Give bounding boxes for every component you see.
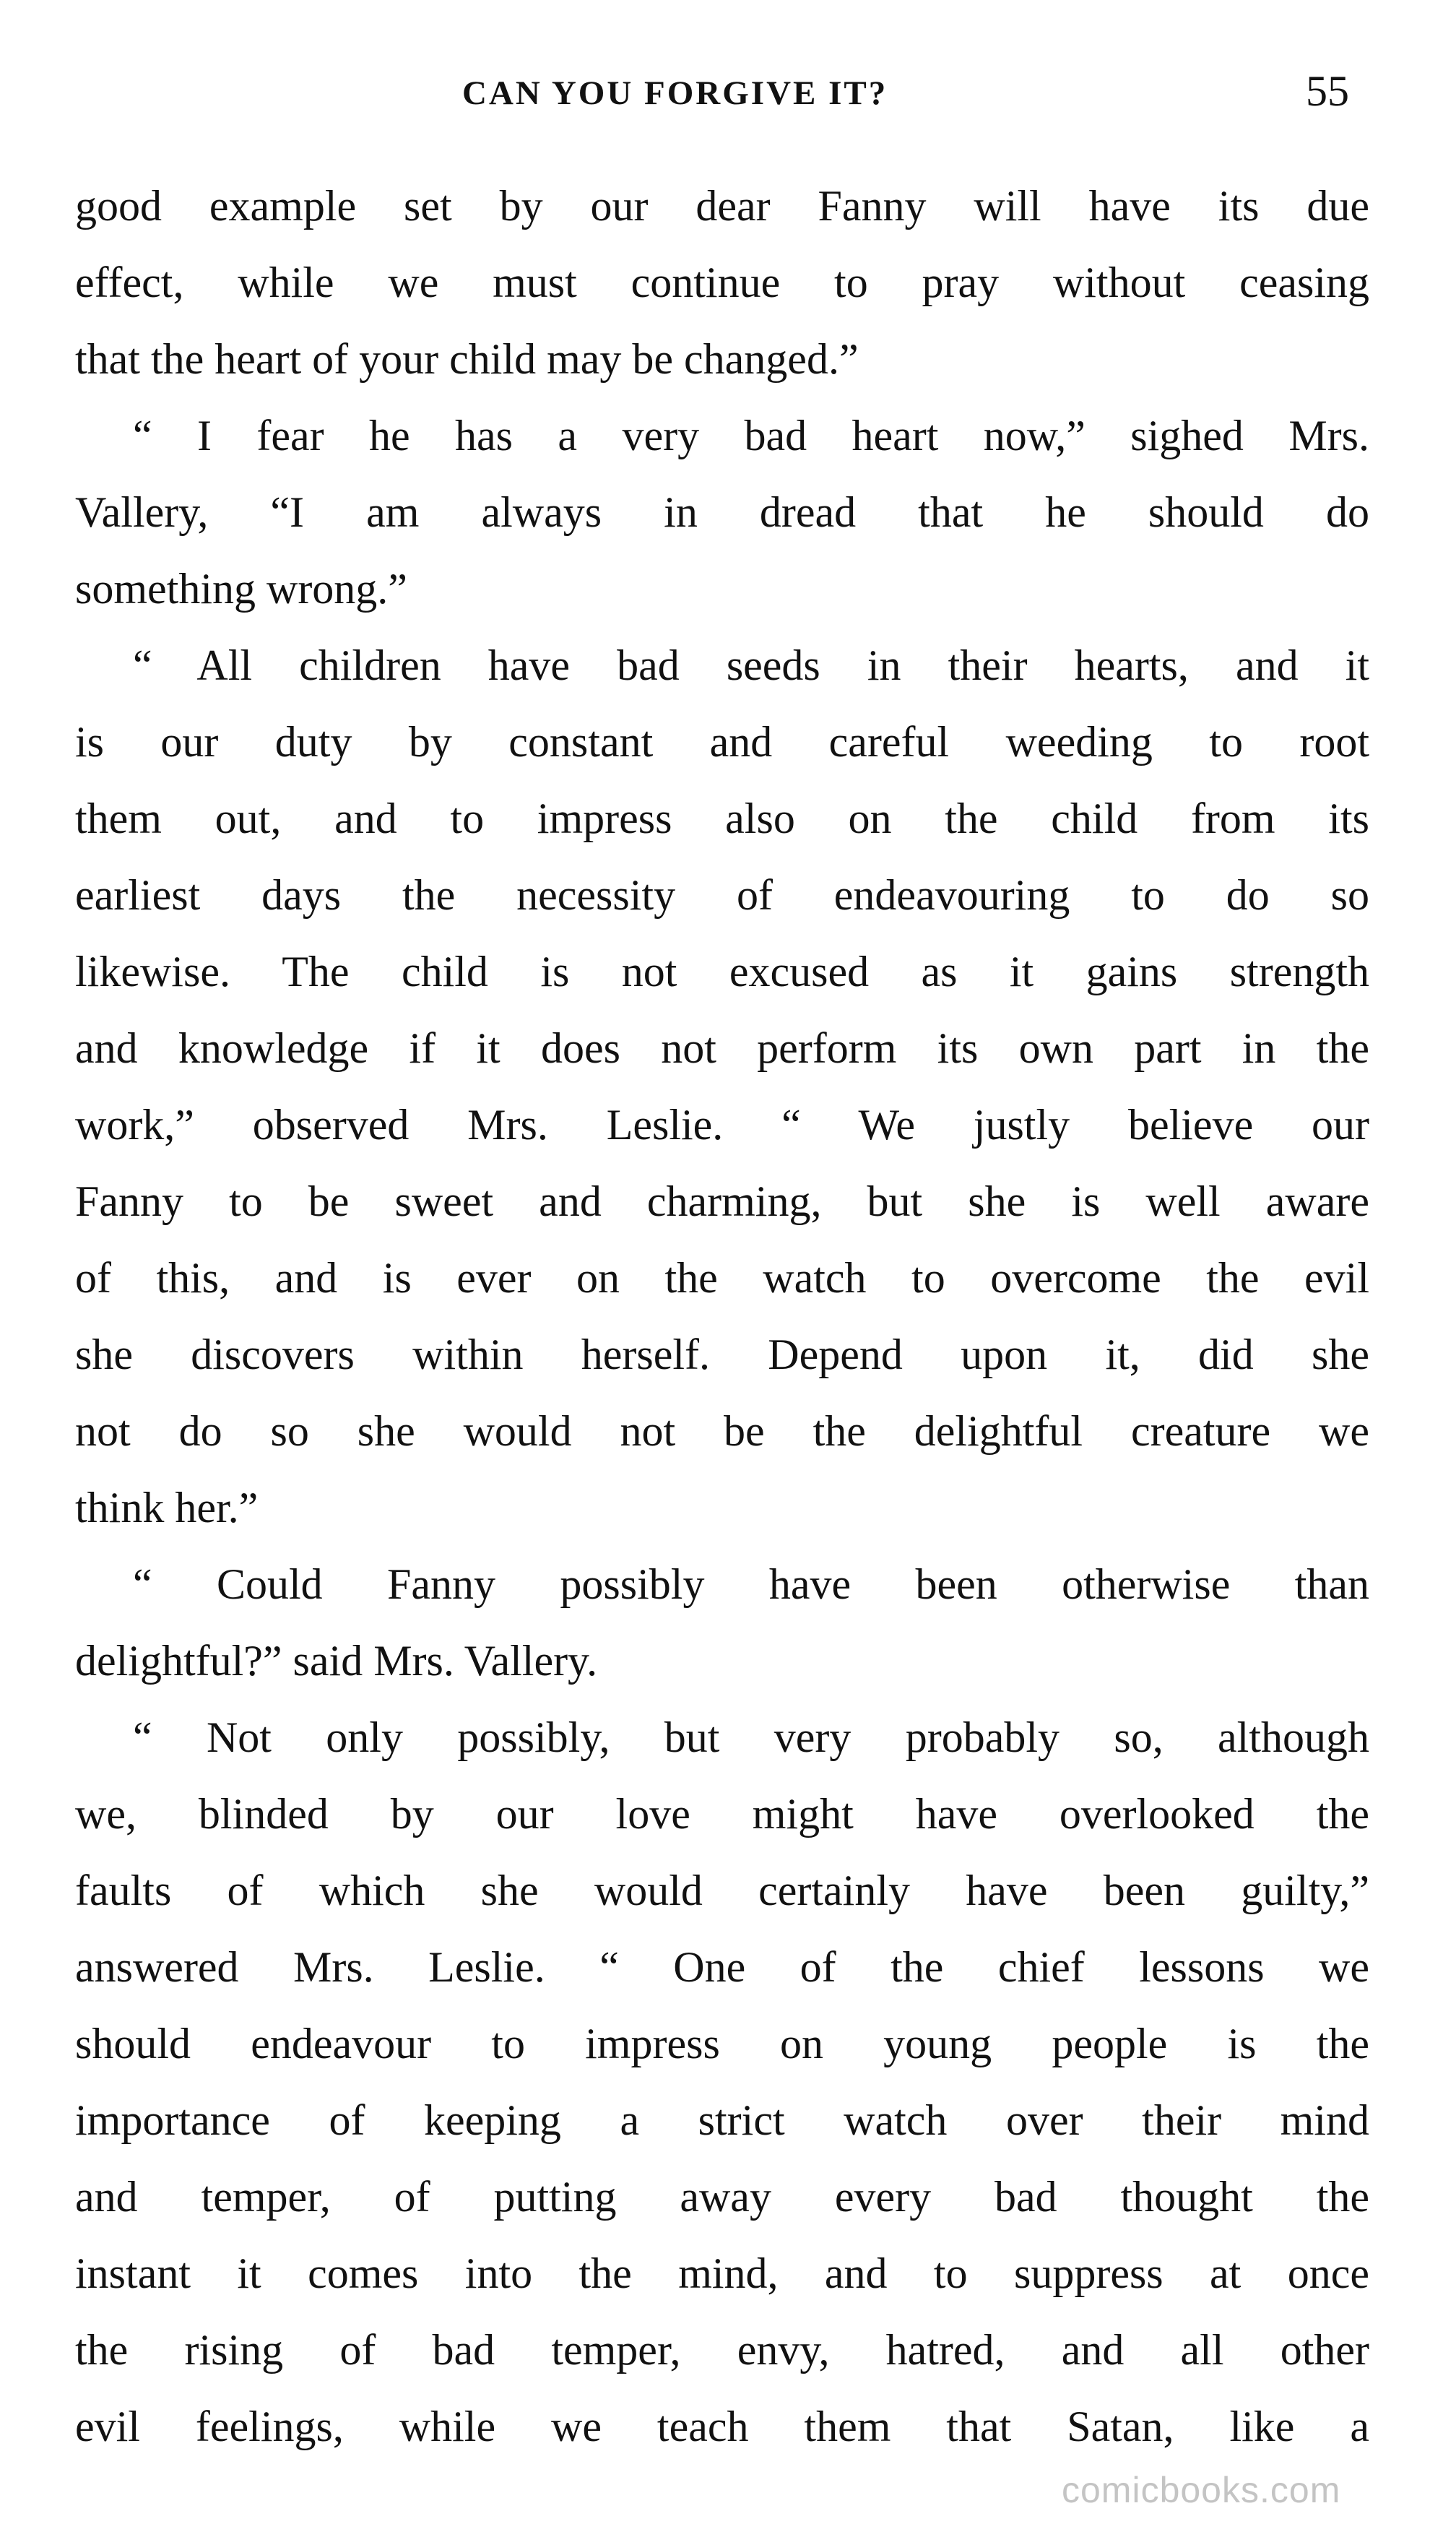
page-header [0, 66, 1456, 131]
text-line: answered Mrs. Leslie. “ One of the chief lessons we [75, 1943, 1369, 1991]
text-line: is our duty by constant and careful weeding to root [75, 718, 1369, 766]
text-line: evil feelings, while we teach them that Satan, like a [75, 2403, 1369, 2450]
text-line: earliest days the necessity of endeavouring to do so [75, 871, 1369, 919]
text-line: Fanny to be sweet and charming, but she is well aware [75, 1177, 1369, 1225]
text-line: and knowledge if it does not perform its own part in the [75, 1024, 1369, 1072]
text-line: instant it comes into the mind, and to suppress at once [75, 2249, 1369, 2297]
text-line: “ I fear he has a very bad heart now,” sighed Mrs. [133, 412, 1369, 459]
text-line: importance of keeping a strict watch over their mind [75, 2096, 1369, 2144]
text-line: “ Could Fanny possibly have been otherwise than [133, 1560, 1369, 1608]
text-line: “ All children have bad seeds in their hearts, and it [133, 641, 1369, 689]
text-line: and temper, of putting away every bad thought the [75, 2173, 1369, 2221]
text-line: them out, and to impress also on the child from its [75, 795, 1369, 842]
text-line: Vallery, “I am always in dread that he should do [75, 488, 1369, 536]
text-line: good example set by our dear Fanny will have its due [75, 182, 1369, 230]
text-line: of this, and is ever on the watch to overcome the evil [75, 1254, 1369, 1302]
running-head: CAN YOU FORGIVE IT? [462, 74, 888, 112]
text-line: effect, while we must continue to pray without ceasing [75, 259, 1369, 306]
text-line: the rising of bad temper, envy, hatred, and all other [75, 2326, 1369, 2374]
text-line: likewise. The child is not excused as it gains strength [75, 948, 1369, 995]
text-line: she discovers within herself. Depend upon it, did she [75, 1331, 1369, 1378]
text-line: delightful?” said Mrs. Vallery. [75, 1637, 598, 1685]
text-line: think her.” [75, 1484, 259, 1531]
text-line: “ Not only possibly, but very probably so, although [133, 1713, 1369, 1761]
text-line: work,” observed Mrs. Leslie. “ We justly believe our [75, 1101, 1369, 1149]
watermark: comicbooks.com [1062, 2470, 1341, 2510]
text-line: that the heart of your child may be changed.” [75, 335, 859, 383]
text-line: not do so she would not be the delightful creature we [75, 1407, 1369, 1455]
page-number: 55 [1306, 67, 1349, 115]
text-line: we, blinded by our love might have overlooked the [75, 1790, 1369, 1838]
body-text [75, 168, 1369, 2465]
text-line: faults of which she would certainly have been guilty,” [75, 1867, 1369, 1914]
text-line: should endeavour to impress on young people is the [75, 2020, 1369, 2067]
text-line: something wrong.” [75, 565, 407, 613]
